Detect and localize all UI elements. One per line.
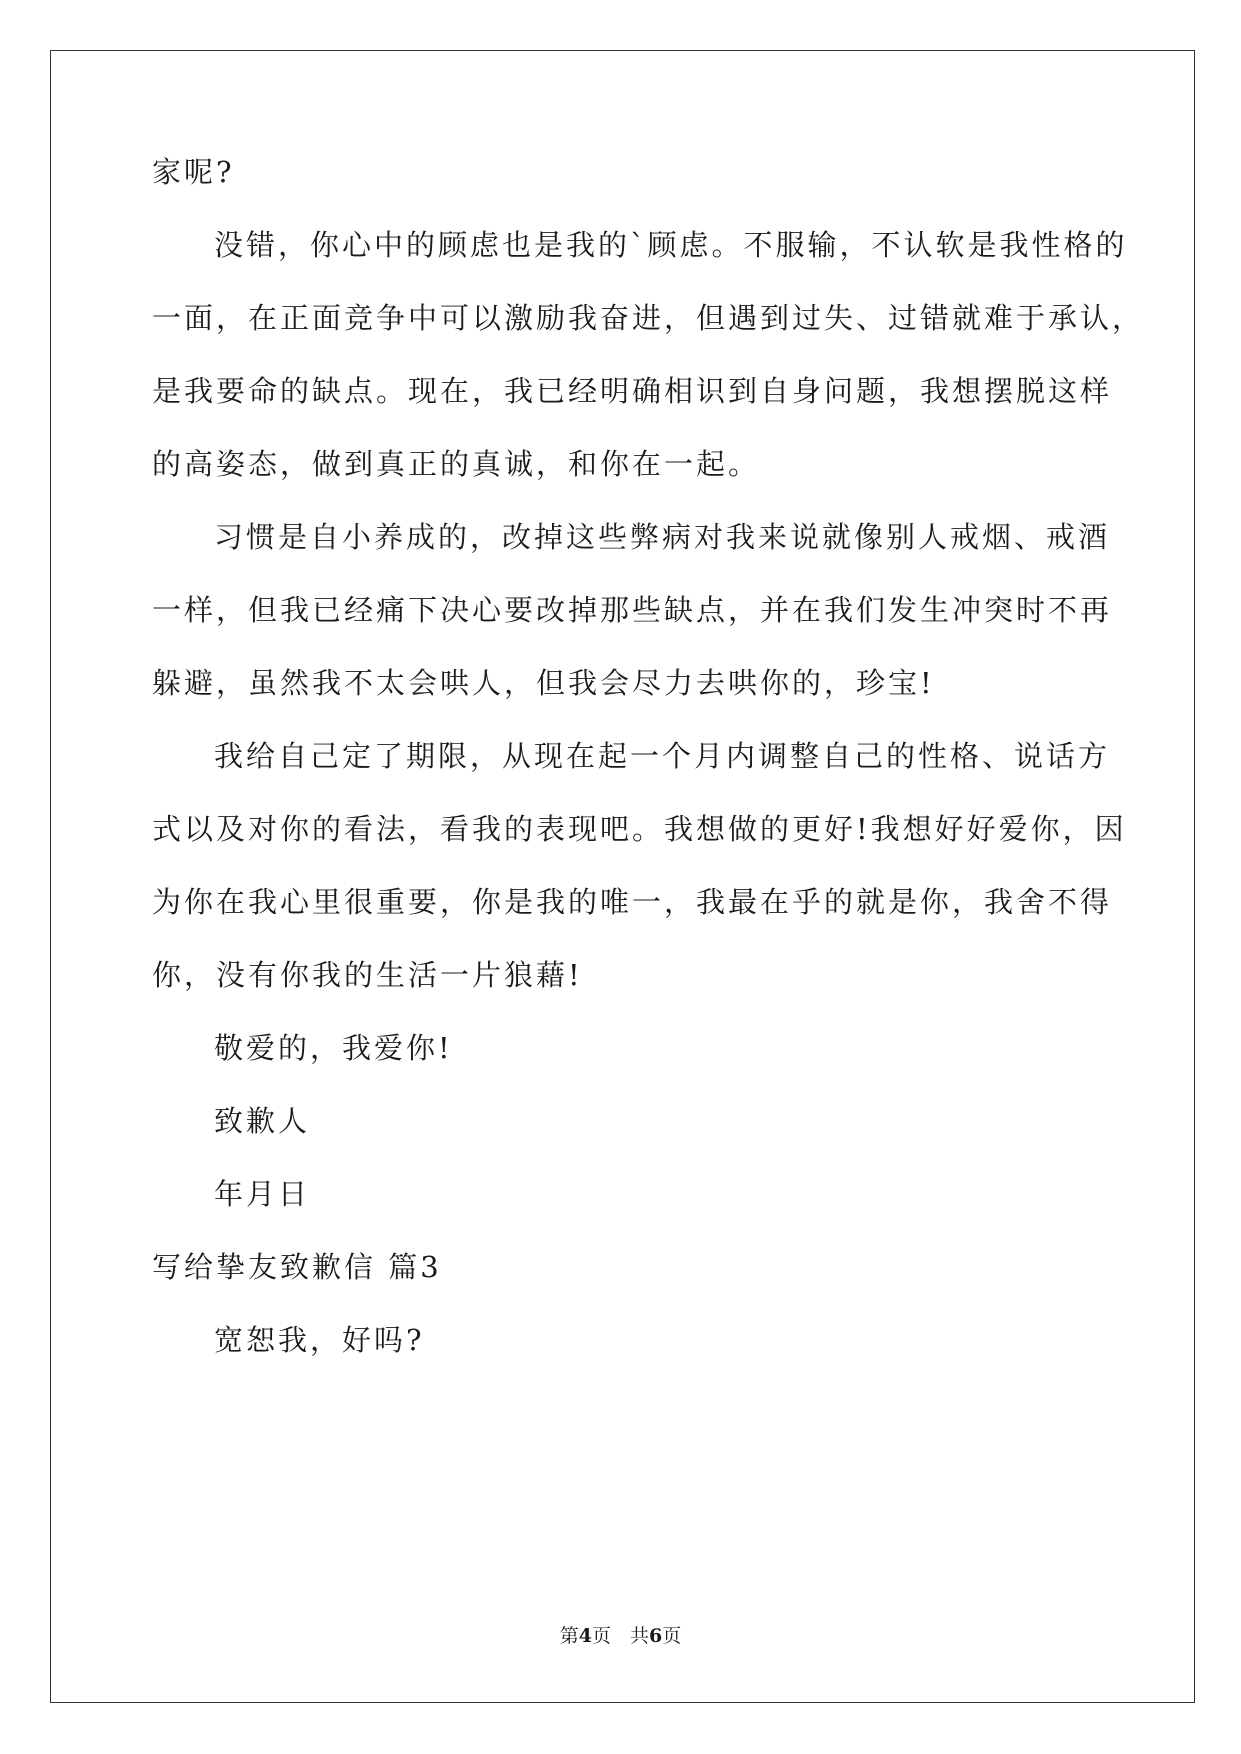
text-line: 式以及对你的看法，看我的表现吧。我想做的更好!我想好好爱你，因 — [152, 812, 1127, 846]
page-footer — [0, 1624, 1241, 1648]
text-line: 一面，在正面竞争中可以激励我奋进，但遇到过失、过错就难于承认， — [152, 301, 1145, 335]
text-line: 家呢? — [152, 155, 235, 189]
footer-mid: 页 共 — [591, 1625, 649, 1647]
date-line: 年月日 — [214, 1177, 311, 1211]
text-line: 为你在我心里很重要，你是我的唯一，我最在乎的就是你，我舍不得 — [152, 885, 1113, 919]
footer-prefix: 第 — [559, 1625, 579, 1647]
text-line: 是我要命的缺点。现在，我已经明确相识到自身问题，我想摆脱这样 — [152, 374, 1113, 408]
text-line: 宽恕我，好吗? — [214, 1323, 425, 1357]
current-page-number: 4 — [578, 1625, 592, 1647]
text-line: 敬爱的，我爱你! — [214, 1031, 453, 1065]
text-line: 的高姿态，做到真正的真诚，和你在一起。 — [152, 447, 761, 481]
text-line: 没错，你心中的顾虑也是我的`顾虑。不服输，不认软是我性格的 — [214, 228, 1128, 262]
text-line: 习惯是自小养成的，改掉这些弊病对我来说就像别人戒烟、戒酒 — [214, 520, 1111, 554]
text-line: 躲避，虽然我不太会哄人，但我会尽力去哄你的，珍宝! — [152, 666, 935, 700]
text-line: 我给自己定了期限，从现在起一个月内调整自己的性格、说话方 — [214, 739, 1111, 773]
footer-suffix: 页 — [662, 1625, 682, 1647]
section-heading: 写给挚友致歉信 篇3 — [152, 1250, 442, 1284]
total-page-count: 6 — [649, 1625, 663, 1647]
text-line: 你，没有你我的生活一片狼藉! — [152, 958, 583, 992]
text-line: 一样，但我已经痛下决心要改掉那些缺点，并在我们发生冲突时不再 — [152, 593, 1113, 627]
signature-line: 致歉人 — [214, 1104, 311, 1138]
